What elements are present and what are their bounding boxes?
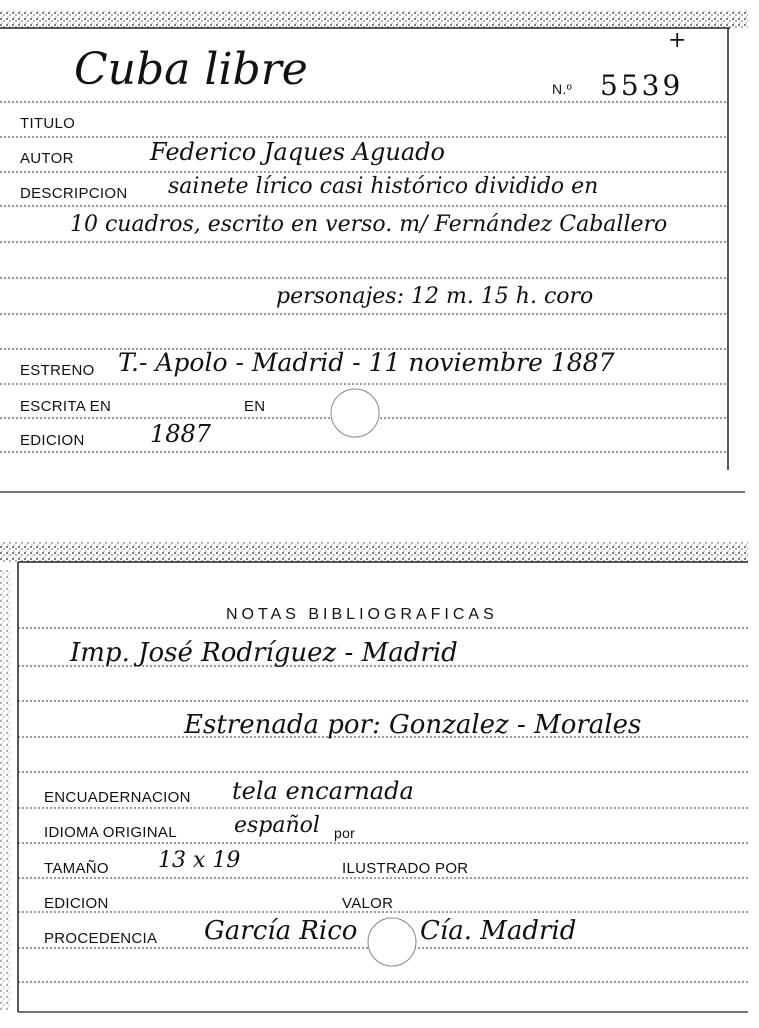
label-valor: VALOR bbox=[342, 895, 394, 912]
card1-corner-mark: + bbox=[668, 28, 687, 53]
label-edicion-card2: EDICION bbox=[44, 895, 109, 912]
note-estrenada: Estrenada por: Gonzalez - Morales bbox=[184, 710, 642, 740]
label-encuadernacion: ENCUADERNACION bbox=[44, 789, 191, 806]
value-tamano: 13 x 19 bbox=[158, 848, 241, 873]
card1-title-handwritten: Cuba libre bbox=[74, 44, 308, 95]
note-imprenta: Imp. José Rodríguez - Madrid bbox=[70, 638, 458, 668]
label-descripcion: DESCRIPCION bbox=[20, 185, 128, 202]
label-tamano: TAMAÑO bbox=[44, 860, 109, 877]
label-escrita-en: ESCRITA EN bbox=[20, 398, 112, 415]
value-procedencia-2: Cía. Madrid bbox=[420, 916, 577, 946]
label-procedencia: PROCEDENCIA bbox=[44, 930, 158, 947]
card1-top-edge bbox=[0, 10, 748, 28]
value-descripcion-2: 10 cuadros, escrito en verso. m/ Fernández Caballero bbox=[70, 212, 668, 237]
value-procedencia-1: García Rico bbox=[204, 916, 358, 946]
value-encuadernacion: tela encarnada bbox=[232, 777, 414, 805]
label-autor: AUTOR bbox=[20, 150, 74, 167]
value-idioma: español bbox=[234, 813, 320, 838]
value-descripcion-1: sainete lírico casi histórico dividido en bbox=[168, 174, 599, 199]
card2-top-edge bbox=[0, 542, 748, 562]
card1-number-value: 5539 bbox=[600, 69, 684, 102]
card1-punch-hole bbox=[331, 389, 379, 437]
card2-punch-hole bbox=[368, 918, 416, 966]
value-autor: Federico Jaques Aguado bbox=[150, 138, 445, 166]
value-estreno: T.- Apolo - Madrid - 11 noviembre 1887 bbox=[118, 348, 615, 377]
label-ilustrado: ILUSTRADO POR bbox=[342, 860, 469, 877]
value-edicion-card1: 1887 bbox=[150, 420, 212, 448]
label-en: EN bbox=[244, 398, 266, 415]
label-estreno: ESTRENO bbox=[20, 362, 95, 379]
notas-heading: NOTAS BIBLIOGRAFICAS bbox=[226, 606, 498, 623]
value-personajes: personajes: 12 m. 15 h. coro bbox=[276, 284, 594, 309]
label-titulo: TITULO bbox=[20, 115, 76, 132]
label-por: por bbox=[334, 825, 356, 841]
label-edicion-card1: EDICION bbox=[20, 432, 85, 449]
label-idioma: IDIOMA ORIGINAL bbox=[44, 824, 177, 841]
card1-number-label: N.º bbox=[552, 81, 573, 97]
